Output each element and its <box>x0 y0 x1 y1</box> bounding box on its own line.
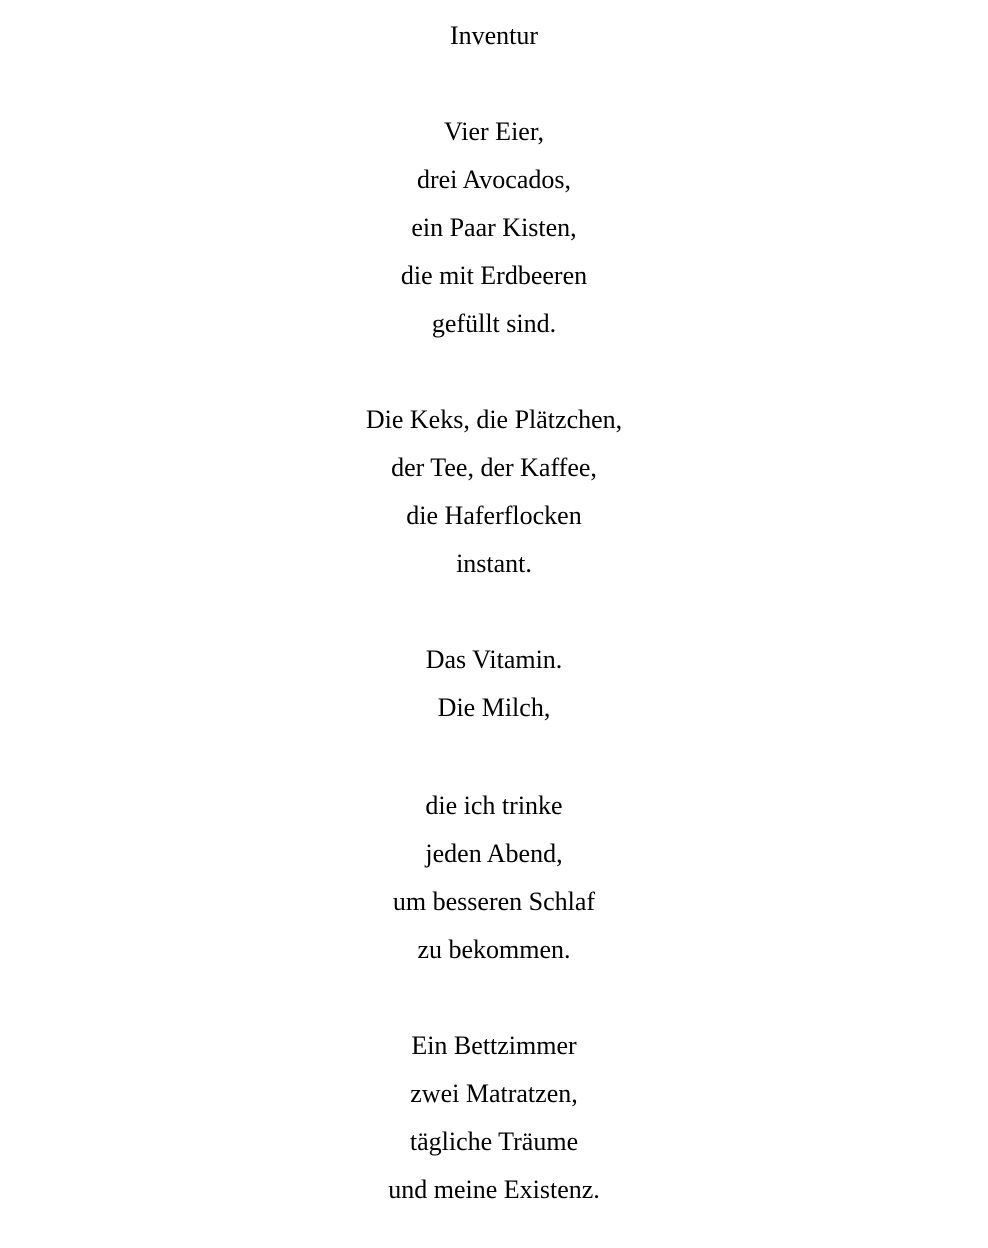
poem-line: gefüllt sind. <box>431 309 557 338</box>
poem-line: zwei Matratzen, <box>410 1079 578 1108</box>
poem-line: Vier Eier, <box>444 117 544 146</box>
poem-line: um besseren Schlaf <box>392 887 596 916</box>
poem-line: drei Avocados, <box>416 165 572 194</box>
poem-line: Die Keks, die Plätzchen, <box>365 405 623 434</box>
poem-line: die Haferflocken <box>406 501 582 530</box>
poem-line: die mit Erdbeeren <box>400 261 588 290</box>
poem-line: ein Paar Kisten, <box>411 213 577 242</box>
poem-line: Ein Bettzimmer <box>411 1031 577 1060</box>
poem-line: Das Vitamin. <box>425 645 563 674</box>
poem-line: zu bekommen. <box>417 935 571 964</box>
poem-line: der Tee, der Kaffee, <box>391 453 597 482</box>
poem-line: Die Milch, <box>437 693 551 722</box>
poem-line: die ich trinke <box>425 791 563 820</box>
poem-line: jeden Abend, <box>425 839 563 868</box>
poem-title: Inventur <box>449 21 539 50</box>
poem-line: tägliche Träume <box>409 1127 579 1156</box>
poem-line: instant. <box>456 549 532 578</box>
poem-line: und meine Existenz. <box>388 1175 600 1204</box>
